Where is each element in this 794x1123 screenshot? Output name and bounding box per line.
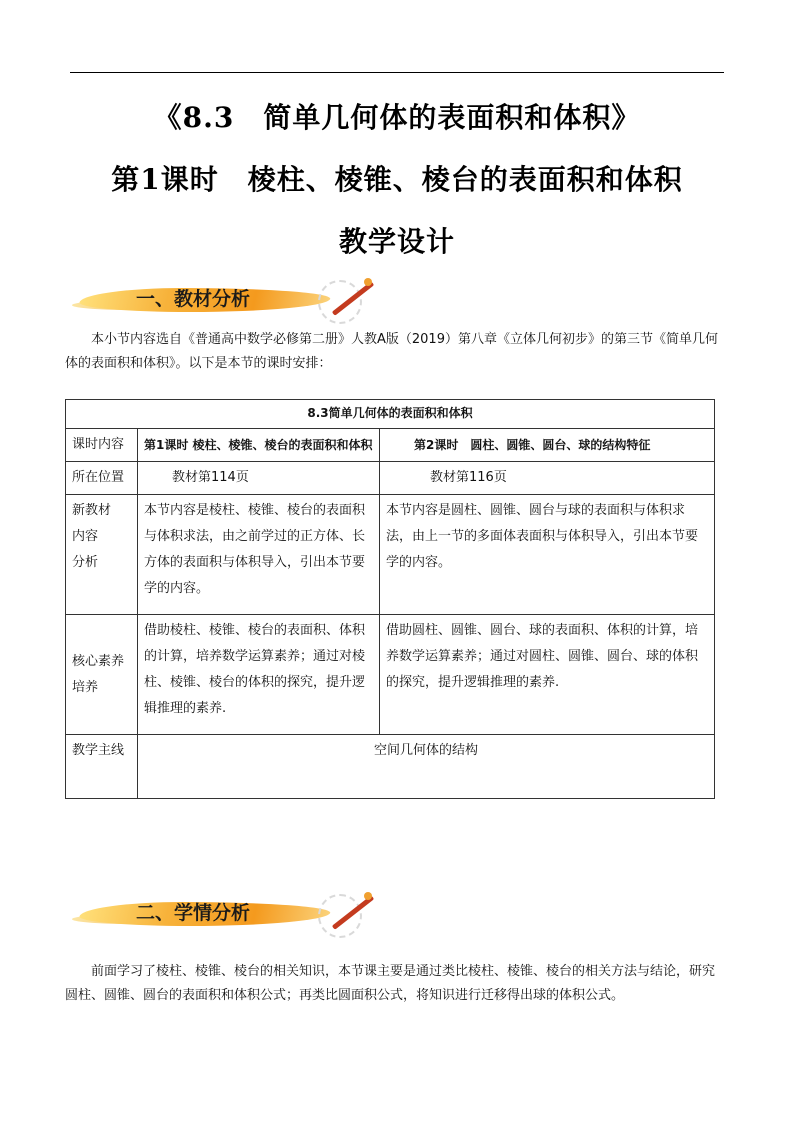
table-row xyxy=(66,735,715,799)
table-cell: 借助圆柱、圆锥、圆台、球的表面积、体积的计算，培养数学运算素养；通过对圆柱、圆锥、圆台、球的体积的探究，提升逻辑推理的素养. xyxy=(380,615,715,735)
section-banner-student-analysis xyxy=(72,892,372,936)
row-label-line: 新教材 xyxy=(72,503,112,518)
analysis-paragraph: 前面学习了棱柱、棱锥、棱台的相关知识，本节课主要是通过类比棱柱、棱锥、棱台的相关方法与结论，研究圆柱、圆锥、圆台的表面积和体积公式；再类比圆面积公式，将知识进行迁移得出球的体积公式。 xyxy=(65,964,716,1003)
table-cell: 本节内容是圆柱、圆锥、圆台与球的表面积与体积求法，由上一节的多面体表面积与体积导入，引出本节要学的内容。 xyxy=(380,495,715,615)
table-row xyxy=(66,462,715,495)
section-heading: 一、教材分析 xyxy=(136,288,251,310)
table-cell: 本节内容是棱柱、棱锥、棱台的表面积与体积求法，由之前学过的正方体、长方体的表面积与体积导入，引出本节要学的内容。 xyxy=(138,495,380,615)
table-cell: 借助棱柱、棱锥、棱台的表面积、体积的计算，培养数学运算素养；通过对棱柱、棱锥、棱台的体积的探究，提升逻辑推理的素养. xyxy=(138,615,380,735)
section-banner-textbook-analysis xyxy=(72,278,372,322)
row-label: 核心素养培养 xyxy=(66,615,138,735)
swirl-decoration-icon xyxy=(318,894,362,938)
table-row xyxy=(66,495,715,615)
pen-tip-icon xyxy=(364,278,372,286)
table-row xyxy=(66,615,715,735)
table-cell: 教材第116页 xyxy=(380,462,715,495)
design-title: 教学设计 xyxy=(338,225,455,258)
row-label: 课时内容 xyxy=(66,429,138,462)
header-rule xyxy=(70,72,724,73)
table-cell: 空间几何体的结构 xyxy=(138,735,715,799)
pen-tip-icon xyxy=(364,892,372,900)
intro-paragraph: 本小节内容选自《普通高中数学必修第二册》人教A版（2019）第八章《立体几何初步》的第三节《简单几何体的表面积和体积》。以下是本节的课时安排： xyxy=(65,332,718,371)
row-label-line: 内容 xyxy=(72,529,99,544)
table-header-row xyxy=(66,400,715,429)
swirl-decoration-icon xyxy=(318,280,362,324)
table-cell: 第1课时 棱柱、棱锥、棱台的表面积和体积 xyxy=(138,429,380,462)
document-title: 《8.3 简单几何体的表面积和体积》 xyxy=(153,101,641,134)
section-heading: 二、学情分析 xyxy=(136,902,251,924)
row-label-line: 分析 xyxy=(72,555,99,570)
row-label: 所在位置 xyxy=(66,462,138,495)
row-label xyxy=(66,495,138,615)
table-row xyxy=(66,429,715,462)
lesson-schedule-table xyxy=(65,399,715,799)
table-cell: 第2课时 圆柱、圆锥、圆台、球的结构特征 xyxy=(380,429,715,462)
row-label: 教学主线 xyxy=(66,735,138,799)
table-header: 8.3简单几何体的表面积和体积 xyxy=(66,400,715,429)
lesson-title: 第1课时 棱柱、棱锥、棱台的表面积和体积 xyxy=(111,163,683,196)
table-cell: 教材第114页 xyxy=(138,462,380,495)
